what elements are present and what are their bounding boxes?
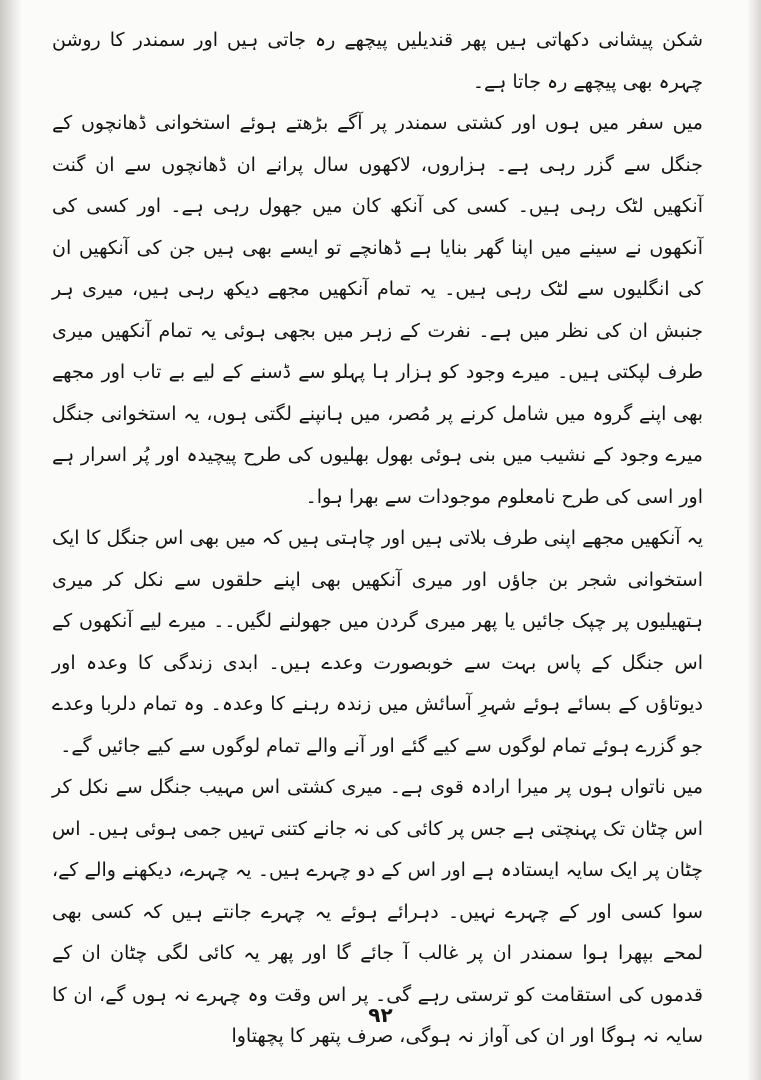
- page-body-text: [52, 20, 703, 1058]
- paragraph: میں سفر میں ہوں اور کشتی سمندر پر آگے بڑھتے ہوئے استخوانی ڈھانچوں کے جنگل سے گزر رہی ہے۔ ہزاروں، لاکھوں سال پرانے ان ڈھانچوں سے ان گنت آنکھیں لٹک رہی ہیں۔ کسی کی آنکھ کان میں جھول رہی ہے۔ اور کسی کی آنکھوں نے سینے میں اپنا گھر بنایا ہے ڈھانچے تو ایسے بھی ہیں جن کی آنکھیں ان کی انگلیوں سے لٹک رہی ہیں۔ یہ تمام آنکھیں مجھے دیکھ رہی ہیں، میری ہر جنبش ان کی نظر میں ہے۔ نفرت کے زہر میں بجھی ہوئی یہ تمام آنکھیں میری طرف لپکتی ہیں۔ میرے وجود کو ہزار ہا پہلو سے ڈسنے کے لیے بے تاب اور مجھے بھی اپنے گروہ میں شامل کرنے پر مُصر، میں ہانپنے لگتی ہوں، یہ استخوانی جنگل میرے وجود کے نشیب میں بنی ہوئی بھول بھلیوں کی طرح پیچیدہ اور پُر اسرار ہے اور اسی کی طرح نامعلوم موجودات سے بھرا ہوا۔: [52, 112, 703, 508]
- paragraph: میں ناتواں ہوں پر میرا ارادہ قوی ہے۔ میری کشتی اس مہیب جنگل سے نکل کر اس چٹان تک پہنچتی ہے جس پر کائی کی نہ جانے کتنی تہیں جمی ہوئی ہیں۔ اس چٹان پر ایک سایہ ایستادہ ہے اور اس کے دو چہرے ہیں۔ یہ چہرے، دیکھنے والے کے، سوا کسی اور کے چہرے نہیں۔ دہرائے ہوئے یہ چہرے جانتے ہیں کہ کسی بھی لمحے بپھرا ہوا سمندر ان پر غالب آ جائے گا اور پھر یہ کائی لگی چٹان ان کے قدموں کی استقامت کو ترستی رہے گی۔ پر اس وقت وہ چہرے نہ ہوں گے، ان کا سایہ نہ ہوگا اور ان کی آواز نہ ہوگی، صرف پتھر کا پچھتاوا: [52, 776, 703, 1047]
- page-number: ۹۲: [368, 1003, 393, 1027]
- paragraph: یہ آنکھیں مجھے اپنی طرف بلاتی ہیں اور چاہتی ہیں کہ میں بھی اس جنگل کا ایک استخوانی شجر بن جاؤں اور میری آنکھیں بھی اپنے حلقوں سے نکل کر میری ہتھیلیوں پر چپک جائیں یا پھر میری گردن میں جھولنے لگیں۔۔ میرے لیے آنکھوں کے اس جنگل کے پاس بہت سے خوبصورت وعدے ہیں۔ ابدی زندگی کا وعدہ اور دیوتاؤں کے بسائے ہوئے شہرِ آسائش میں زندہ رہنے کا وعدہ۔ وہ تمام دلربا وعدے جو گزرے ہوئے تمام لوگوں سے کیے گئے اور آنے والے تمام لوگوں سے کیے جائیں گے۔: [52, 527, 703, 757]
- paragraph: شکن پیشانی دکھاتی ہیں پھر قندیلیں پیچھے رہ جاتی ہیں اور سمندر کا روشن چہرہ بھی پیچھے رہ جاتا ہے۔: [52, 29, 703, 93]
